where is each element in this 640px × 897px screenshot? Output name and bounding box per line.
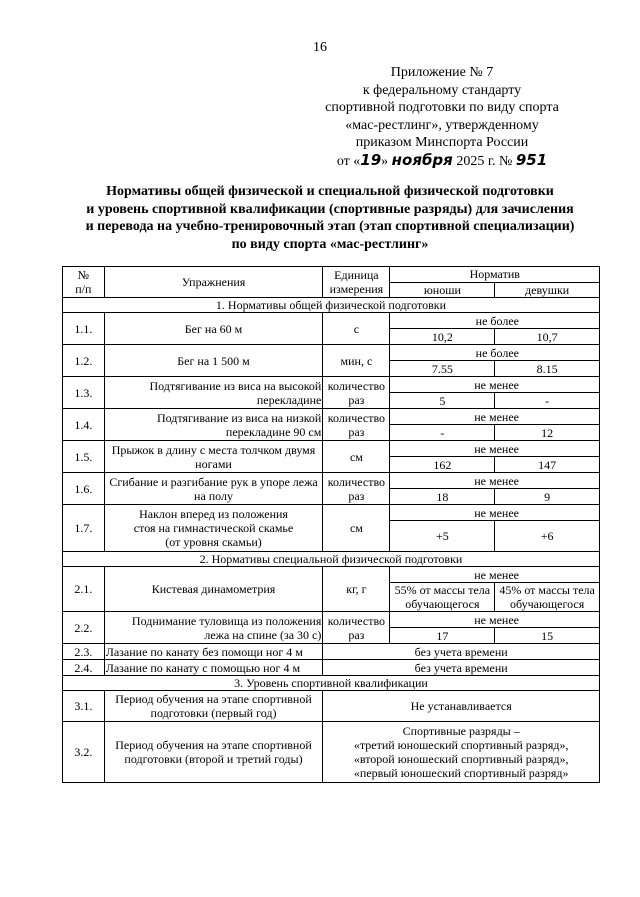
row-unit: количество раз xyxy=(323,612,390,644)
row-num: 1.6. xyxy=(63,473,105,505)
row-condition: не менее xyxy=(390,567,600,583)
date-prefix: от « xyxy=(336,153,361,169)
row-num: 3.2. xyxy=(63,722,105,783)
title-line: Нормативы общей физической и специальной физической подготовки xyxy=(106,184,554,199)
row-unit: кг, г xyxy=(323,567,390,612)
handwritten-month: ноября xyxy=(391,150,453,169)
row-exercise: Период обучения на этапе спортивной подготовки (второй и третий годы) xyxy=(104,722,323,783)
table-row xyxy=(63,473,600,489)
appendix-line: «мас-рестлинг», утвержденному xyxy=(345,117,539,133)
appendix-block xyxy=(292,64,592,170)
row-exercise: Сгибание и разгибание рук в упоре лежа на полу xyxy=(104,473,323,505)
row-num: 2.4. xyxy=(63,660,105,676)
table-row xyxy=(63,722,600,783)
row-num: 2.3. xyxy=(63,644,105,660)
table-row xyxy=(63,505,600,521)
handwritten-day: 19 xyxy=(360,150,382,169)
row-condition: не менее xyxy=(390,409,600,425)
table-row xyxy=(63,691,600,722)
year-text: 2025 г. № xyxy=(456,153,513,169)
table-row xyxy=(63,313,600,329)
table-row xyxy=(63,409,600,425)
row-condition: не менее xyxy=(390,505,600,521)
page-number: 16 xyxy=(313,40,327,55)
row-unit: количество раз xyxy=(323,377,390,409)
header-girls: девушки xyxy=(495,282,600,298)
title-line: и уровень спортивной квалификации (спортивные разряды) для зачисления xyxy=(86,201,574,217)
row-exercise: Подтягивание из виса на низкой перекладине 90 см xyxy=(104,409,323,441)
table-row xyxy=(63,644,600,660)
section-row xyxy=(63,298,600,313)
row-boys: - xyxy=(390,425,495,441)
appendix-line: спортивной подготовки по виду спорта xyxy=(325,100,559,115)
row-num: 1.5. xyxy=(63,441,105,473)
title-line: по виду спорта «мас-рестлинг» xyxy=(231,236,429,252)
row-condition: не менее xyxy=(390,473,600,489)
row-girls: 10,7 xyxy=(495,329,600,345)
standards-table xyxy=(62,266,600,783)
row-exercise: Поднимание туловища из положения лежа на спине (за 30 с) xyxy=(104,612,323,644)
row-girls: 9 xyxy=(495,489,600,505)
row-num: 1.2. xyxy=(63,345,105,377)
row-condition: не более xyxy=(390,313,600,329)
row-condition: не более xyxy=(390,345,600,361)
row-num: 2.2. xyxy=(63,612,105,644)
row-girls: - xyxy=(495,393,600,409)
row-unit: количество раз xyxy=(323,473,390,505)
table-row xyxy=(63,567,600,583)
row-boys: 10,2 xyxy=(390,329,495,345)
row-num: 2.1. xyxy=(63,567,105,612)
row-boys: 55% от массы тела обучающегося xyxy=(390,583,495,612)
rank-line: «первый юношеский спортивный разряд» xyxy=(353,766,569,780)
row-num: 1.7. xyxy=(63,505,105,552)
row-value: Не устанавливается xyxy=(323,691,600,722)
header-norm: Норматив xyxy=(390,267,600,283)
row-value xyxy=(323,722,600,783)
header-exercise: Упражнения xyxy=(104,267,323,298)
row-exercise: Период обучения на этапе спортивной подготовки (первый год) xyxy=(104,691,323,722)
header-num: № п/п xyxy=(63,267,105,298)
row-exercise: Прыжок в длину с места толчком двумя ногами xyxy=(104,441,323,473)
row-boys: +5 xyxy=(390,521,495,552)
rank-line: «второй юношеский спортивный разряд», xyxy=(353,752,569,766)
row-girls: 147 xyxy=(495,457,600,473)
row-num: 1.3. xyxy=(63,377,105,409)
title-line: и перевода на учебно-тренировочный этап (этап спортивной специализации) xyxy=(85,219,575,234)
table-row xyxy=(63,612,600,628)
document-title xyxy=(60,183,600,253)
date-mid: » xyxy=(381,153,389,169)
row-num: 1.1. xyxy=(63,313,105,345)
row-exercise: Лазание по канату с помощью ног 4 м xyxy=(104,660,323,676)
table-row xyxy=(63,377,600,393)
row-boys: 17 xyxy=(390,628,495,644)
row-unit: мин, с xyxy=(323,345,390,377)
table-row xyxy=(63,441,600,457)
row-exercise: Бег на 1 500 м xyxy=(104,345,323,377)
table-header-row xyxy=(63,267,600,283)
row-boys: 162 xyxy=(390,457,495,473)
row-boys: 7.55 xyxy=(390,361,495,377)
row-condition: не менее xyxy=(390,441,600,457)
row-boys: 18 xyxy=(390,489,495,505)
row-girls: 15 xyxy=(495,628,600,644)
row-girls: +6 xyxy=(495,521,600,552)
row-boys: 5 xyxy=(390,393,495,409)
rank-line: «третий юношеский спортивный разряд», xyxy=(353,738,569,752)
order-date-line xyxy=(292,152,592,171)
section-3-title: 3. Уровень спортивной квалификации xyxy=(63,676,600,691)
header-boys: юноши xyxy=(390,282,495,298)
table-row xyxy=(63,345,600,361)
row-unit: см xyxy=(323,441,390,473)
row-exercise: Бег на 60 м xyxy=(104,313,323,345)
appendix-line: Приложение № 7 xyxy=(390,65,494,80)
row-unit: с xyxy=(323,313,390,345)
appendix-line: к федеральному стандарту xyxy=(362,82,522,98)
section-1-title: 1. Нормативы общей физической подготовки xyxy=(63,298,600,313)
row-exercise: Кистевая динамометрия xyxy=(104,567,323,612)
table-row xyxy=(63,660,600,676)
row-girls: 8.15 xyxy=(495,361,600,377)
appendix-line: приказом Минспорта России xyxy=(355,135,529,150)
row-girls: 45% от массы тела обучающегося xyxy=(495,583,600,612)
row-unit: количество раз xyxy=(323,409,390,441)
header-unit: Единица измерения xyxy=(323,267,390,298)
row-girls: 12 xyxy=(495,425,600,441)
section-2-title: 2. Нормативы специальной физической подготовки xyxy=(63,552,600,567)
row-value: без учета времени xyxy=(323,644,600,660)
section-row xyxy=(63,676,600,691)
row-condition: не менее xyxy=(390,377,600,393)
row-value: без учета времени xyxy=(323,660,600,676)
row-exercise: Лазание по канату без помощи ног 4 м xyxy=(104,644,323,660)
row-exercise: Подтягивание из виса на высокой перекладине xyxy=(104,377,323,409)
section-row xyxy=(63,552,600,567)
row-num: 3.1. xyxy=(63,691,105,722)
rank-line: Спортивные разряды – xyxy=(402,724,520,738)
handwritten-order-number: 951 xyxy=(515,150,548,169)
row-num: 1.4. xyxy=(63,409,105,441)
row-unit: см xyxy=(323,505,390,552)
row-condition: не менее xyxy=(390,612,600,628)
row-exercise: Наклон вперед из положения стоя на гимнастической скамье (от уровня скамьи) xyxy=(104,505,323,552)
